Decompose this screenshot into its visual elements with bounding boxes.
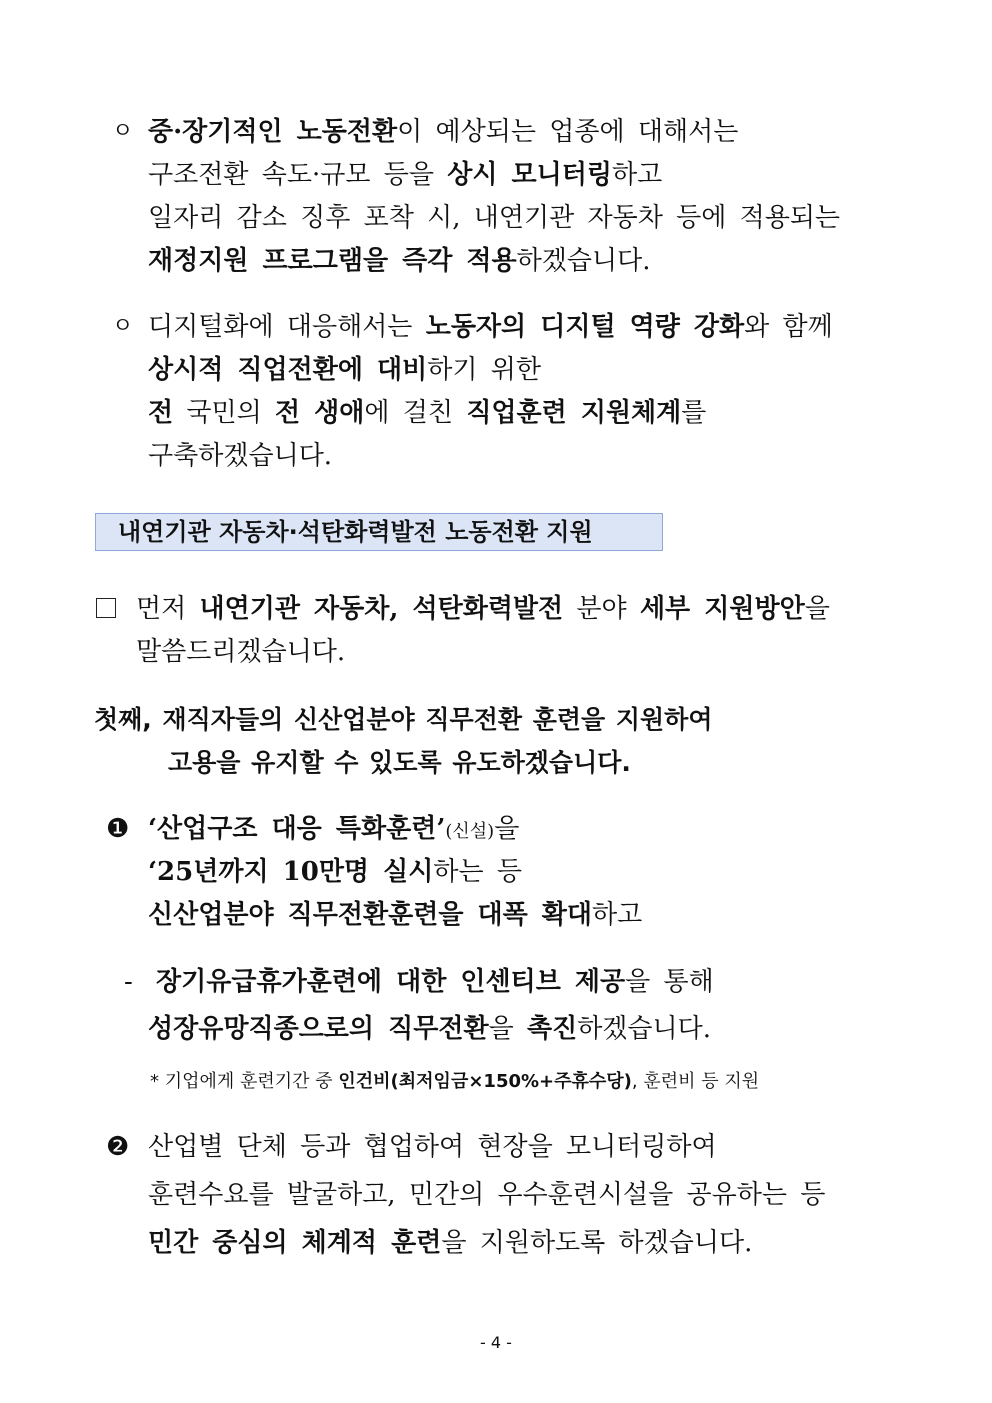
numbered-circle-1-icon: ❶ bbox=[106, 814, 130, 844]
p2-line-3 bbox=[148, 396, 706, 430]
item2-line-3 bbox=[148, 1226, 752, 1260]
p2-l3-e: 직업훈련 지원체계 bbox=[466, 398, 682, 428]
p1-l1-rest: 이 예상되는 업종에 대해서는 bbox=[397, 117, 739, 147]
footnote-bold: 인건비(최저임금×150%+주휴수당) bbox=[338, 1071, 632, 1092]
p1-line-1 bbox=[148, 115, 738, 149]
item1-line-3 bbox=[148, 898, 642, 932]
circle-bullet-1: ㅇ bbox=[112, 119, 134, 144]
p1-line-2 bbox=[148, 158, 662, 192]
item2-l3-bold: 민간 중심의 체계적 훈련 bbox=[148, 1228, 442, 1258]
p2-l3-f: 를 bbox=[681, 398, 707, 428]
p1-l4-bold: 재정지원 프로그램을 즉각 적용 bbox=[148, 246, 517, 276]
item1-l2-bold: ‘25년까지 10만명 실시 bbox=[148, 857, 434, 887]
dash-bullet: - bbox=[124, 967, 133, 997]
p2-line-4: 구축하겠습니다. bbox=[148, 441, 333, 471]
p2-l2-bold: 상시적 직업전환에 대비 bbox=[148, 355, 428, 385]
item1-l1-new: (신설) bbox=[445, 821, 495, 842]
p3-line-2: 말씀드리겠습니다. bbox=[136, 637, 346, 667]
p3-l1-c: 분야 bbox=[563, 594, 640, 624]
item1-line-5 bbox=[148, 1012, 711, 1046]
item1-l5-d: 하겠습니다. bbox=[577, 1014, 712, 1044]
numbered-circle-2-icon: ❷ bbox=[106, 1132, 130, 1162]
item2-l3-rest: 을 지원하도록 하겠습니다. bbox=[441, 1228, 753, 1258]
item1-l5-c: 촉진 bbox=[526, 1014, 578, 1044]
item1-l3-rest: 하고 bbox=[592, 900, 643, 930]
item1-l4-rest: 을 통해 bbox=[625, 967, 714, 997]
item1-l5-a: 성장유망직종으로의 직무전환 bbox=[148, 1014, 489, 1044]
footnote bbox=[150, 1068, 759, 1096]
checkbox-square-icon bbox=[96, 598, 116, 618]
item2-line-1: 산업별 단체 등과 협업하여 현장을 모니터링하여 bbox=[148, 1132, 717, 1162]
item1-l3-bold: 신산업분야 직무전환훈련을 대폭 확대 bbox=[148, 900, 593, 930]
p1-line-4 bbox=[148, 244, 651, 278]
footnote-c: , 훈련비 등 지원 bbox=[631, 1071, 760, 1092]
p2-line-1 bbox=[148, 310, 833, 344]
footnote-a: * 기업에게 훈련기간 중 bbox=[150, 1071, 339, 1092]
item1-line-2 bbox=[148, 855, 522, 889]
item1-l1-c: 을 bbox=[494, 814, 520, 844]
p3-line-1 bbox=[136, 592, 830, 626]
item2-line-2: 훈련수요를 발굴하고, 민간의 우수훈련시설을 공유하는 등 bbox=[148, 1180, 826, 1210]
p3-l1-e: 을 bbox=[804, 594, 830, 624]
item1-l1-bold: ‘산업구조 대응 특화훈련’ bbox=[148, 814, 446, 844]
section-title: 내연기관 자동차·석탄화력발전 노동전환 지원 bbox=[118, 518, 593, 546]
p2-l3-d: 에 걸친 bbox=[364, 398, 467, 428]
page-number: - 4 - bbox=[480, 1333, 512, 1352]
p1-line-3: 일자리 감소 징후 포착 시, 내연기관 자동차 등에 적용되는 bbox=[148, 203, 841, 233]
p2-l1-a: 디지털화에 대응해서는 bbox=[148, 312, 426, 342]
p1-l2-c: 하고 bbox=[611, 160, 663, 190]
p1-l4-rest: 하겠습니다. bbox=[516, 246, 651, 276]
p1-l1-bold: 중·장기적인 노동전환 bbox=[148, 117, 398, 147]
p2-l3-c: 전 생애 bbox=[275, 398, 365, 428]
p2-line-2 bbox=[148, 353, 541, 387]
first-heading-line-1: 첫째, 재직자들의 신산업분야 직무전환 훈련을 지원하여 bbox=[94, 705, 713, 734]
first-heading-line-2: 고용을 유지할 수 있도록 유도하겠습니다. bbox=[168, 748, 631, 777]
item1-l5-b: 을 bbox=[488, 1014, 527, 1044]
circle-bullet-2: ㅇ bbox=[112, 314, 134, 339]
p1-l2-bold: 상시 모니터링 bbox=[447, 160, 612, 190]
p1-l2-a: 구조전환 속도·규모 등을 bbox=[148, 160, 448, 190]
p3-l1-b: 내연기관 자동차, 석탄화력발전 bbox=[199, 594, 564, 624]
item1-line-1 bbox=[148, 812, 519, 849]
p2-l2-rest: 하기 위한 bbox=[427, 355, 541, 385]
p2-l3-a: 전 bbox=[148, 398, 174, 428]
p2-l3-b: 국민의 bbox=[173, 398, 276, 428]
p3-l1-d: 세부 지원방안 bbox=[639, 594, 805, 624]
p2-l1-bold: 노동자의 디지털 역량 강화 bbox=[425, 312, 745, 342]
item1-l2-rest: 하는 등 bbox=[433, 857, 522, 887]
p2-l1-c: 와 함께 bbox=[744, 312, 833, 342]
item1-l4-bold: 장기유급휴가훈련에 대한 인센티브 제공 bbox=[156, 967, 626, 997]
p3-l1-a: 먼저 bbox=[136, 594, 200, 624]
item1-line-4 bbox=[156, 965, 714, 999]
